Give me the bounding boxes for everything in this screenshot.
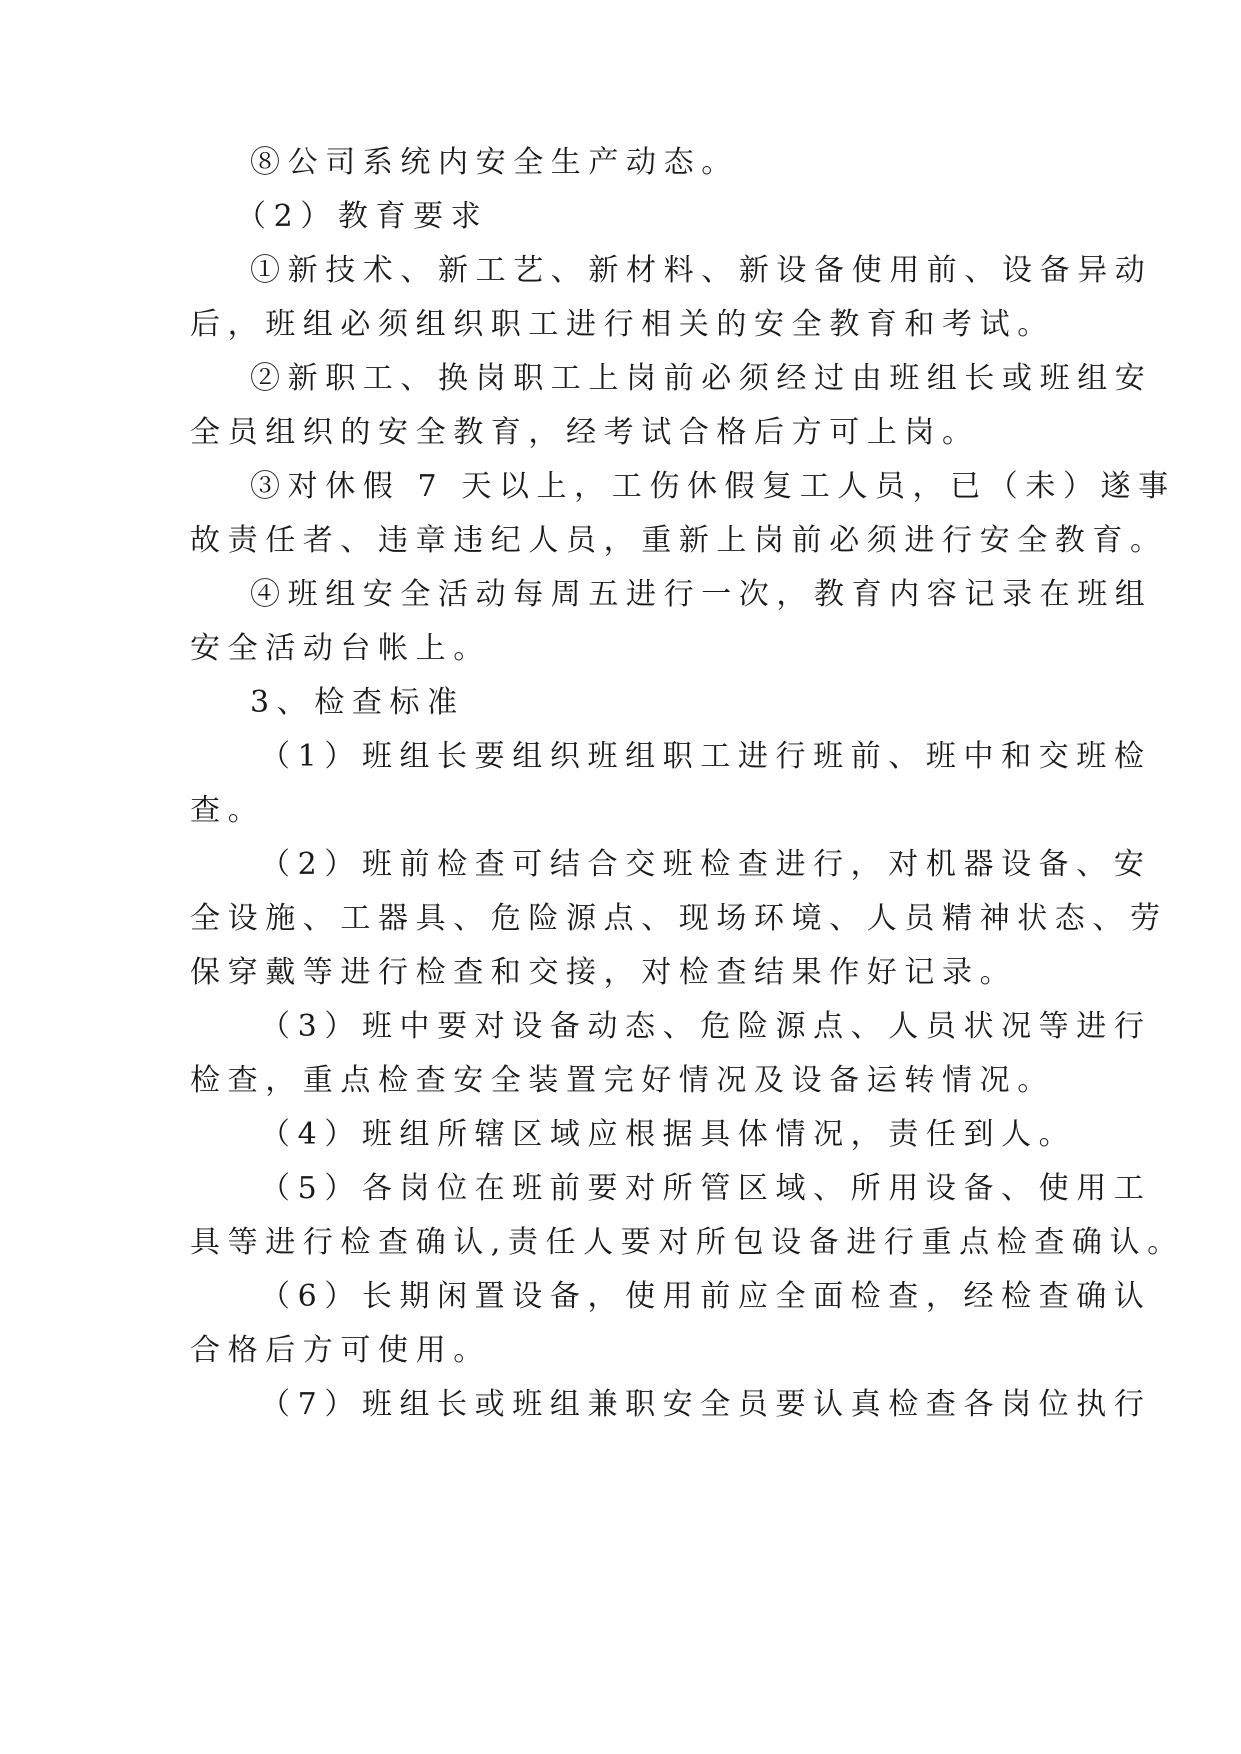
- text-line: （6）长期闲置设备，使用前应全面检查，经检查确认: [260, 1279, 1152, 1314]
- text-line: 全员组织的安全教育，经考试合格后方可上岗。: [190, 415, 980, 450]
- text-line: ③对休假 7 天以上，工伤休假复工人员，已（未）遂事: [250, 469, 1176, 504]
- text-line: （2）教育要求: [236, 199, 489, 234]
- text-line: ①新技术、新工艺、新材料、新设备使用前、设备异动: [250, 253, 1153, 288]
- text-line: （7）班组长或班组兼职安全员要认真检查各岗位执行: [260, 1387, 1152, 1422]
- text-line: 查。: [190, 793, 266, 828]
- text-line: 后，班组必须组织职工进行相关的安全教育和考试。: [190, 307, 1055, 342]
- text-line: 合格后方可使用。: [190, 1333, 491, 1368]
- text-line: ⑧公司系统内安全生产动态。: [250, 145, 739, 180]
- text-line: （4）班组所辖区域应根据具体情况，责任到人。: [260, 1117, 1077, 1152]
- text-line: ②新职工、换岗职工上岗前必须经过由班组长或班组安: [250, 361, 1153, 396]
- text-line: （5）各岗位在班前要对所管区域、所用设备、使用工: [260, 1171, 1152, 1206]
- text-line: 保穿戴等进行检查和交接，对检查结果作好记录。: [190, 955, 1018, 990]
- text-line: 故责任者、违章违纪人员，重新上岗前必须进行安全教育。: [190, 523, 1168, 558]
- text-line: 检查，重点检查安全装置完好情况及设备运转情况。: [190, 1063, 1055, 1098]
- text-line: 安全活动台帐上。: [190, 631, 491, 666]
- text-line: （1）班组长要组织班组职工进行班前、班中和交班检: [260, 739, 1152, 774]
- text-line: （3）班中要对设备动态、危险源点、人员状况等进行: [260, 1009, 1152, 1044]
- text-line: 全设施、工器具、危险源点、现场环境、人员精神状态、劳: [190, 901, 1168, 936]
- text-line: ④班组安全活动每周五进行一次，教育内容记录在班组: [250, 577, 1153, 612]
- text-line: 具等进行检查确认,责任人要对所包设备进行重点检查确认。: [190, 1225, 1185, 1260]
- text-line: （2）班前检查可结合交班检查进行，对机器设备、安: [260, 847, 1152, 882]
- section-heading: 3、检查标准: [250, 685, 465, 720]
